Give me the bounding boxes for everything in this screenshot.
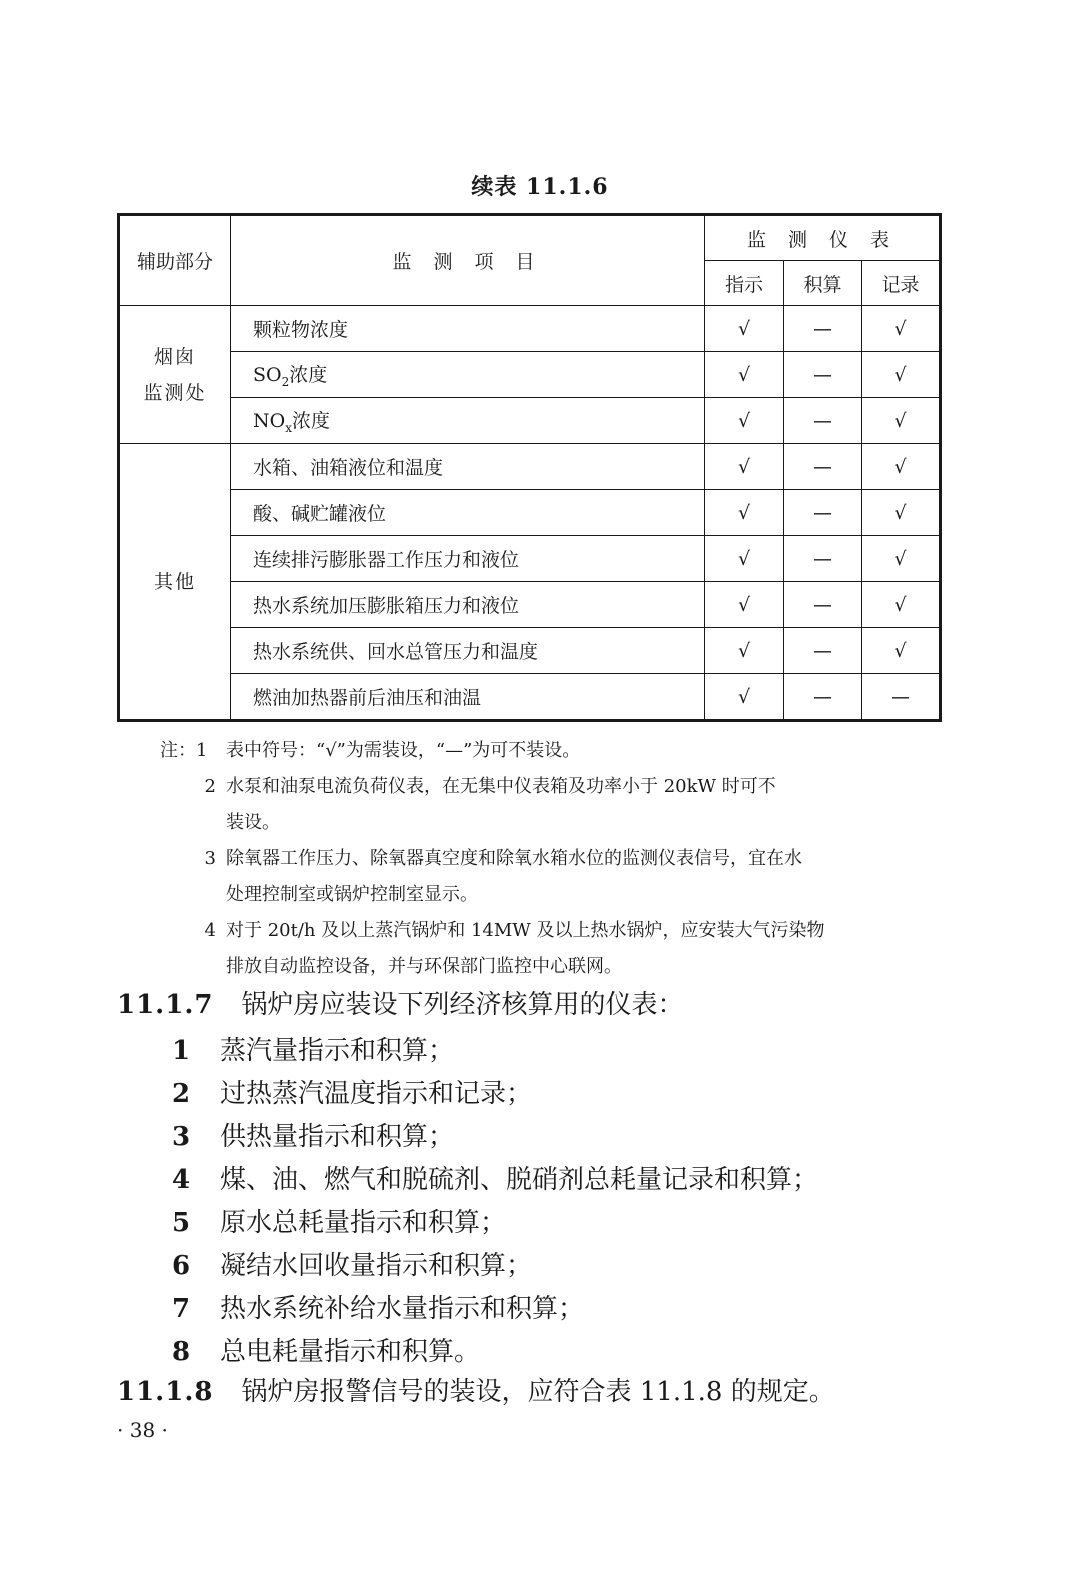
clause-number: 11.1.8 — [117, 1377, 214, 1407]
note-number: 2 — [204, 776, 216, 797]
note-number: 3 — [204, 848, 216, 869]
item-formula: SO — [253, 364, 282, 387]
note-line: 水泵和油泵电流负荷仪表，在无集中仪表箱及功率小于 20kW 时可不 — [226, 776, 776, 797]
list-item-text: 供热量指示和积算； — [220, 1122, 455, 1152]
indicate-mark: √ — [705, 628, 784, 674]
record-mark: √ — [862, 490, 941, 536]
monitoring-table — [117, 213, 942, 722]
integrate-mark: — — [784, 444, 862, 490]
category-cell-chimney — [119, 306, 231, 444]
note-line: 装设。 — [226, 812, 280, 833]
item-subscript: 2 — [281, 374, 290, 389]
record-mark: √ — [862, 444, 941, 490]
list-item-text: 总电耗量指示和积算。 — [220, 1337, 481, 1367]
note-line: 处理控制室或锅炉控制室显示。 — [226, 884, 478, 905]
note-text — [226, 769, 940, 841]
header-record: 记录 — [862, 261, 941, 306]
notes-label: 注：1 — [160, 740, 208, 761]
indicate-mark: √ — [705, 444, 784, 490]
integrate-mark: — — [784, 628, 862, 674]
list-item — [172, 1202, 818, 1245]
list-item-number: 3 — [172, 1122, 191, 1152]
indicate-mark: √ — [705, 490, 784, 536]
header-category: 辅助部分 — [119, 215, 231, 306]
clause-text: 锅炉房应装设下列经济核算用的仪表： — [241, 990, 684, 1020]
item-formula: NO — [253, 410, 286, 433]
integrate-mark: — — [784, 582, 862, 628]
list-item-number: 2 — [172, 1079, 191, 1109]
list-item-text: 蒸汽量指示和积算； — [220, 1036, 455, 1066]
list-item — [172, 1030, 818, 1073]
table-row — [119, 398, 941, 444]
note-number: 4 — [204, 920, 216, 941]
note-item — [160, 733, 940, 769]
record-mark: — — [862, 674, 941, 721]
integrate-mark: — — [784, 536, 862, 582]
indicate-mark: √ — [705, 674, 784, 721]
list-item-number: 4 — [172, 1165, 191, 1195]
header-indicate: 指示 — [705, 261, 784, 306]
page-number: · 38 · — [117, 1418, 168, 1442]
list-item — [172, 1073, 818, 1116]
list-item — [172, 1159, 818, 1202]
item-cell: 燃油加热器前后油压和油温 — [231, 674, 705, 721]
note-text: 表中符号：“√”为需装设，“—”为可不装设。 — [226, 740, 581, 761]
integrate-mark: — — [784, 306, 862, 352]
indicate-mark: √ — [705, 352, 784, 398]
integrate-mark: — — [784, 674, 862, 721]
list-item-number: 7 — [172, 1294, 191, 1324]
item-cell: 水箱、油箱液位和温度 — [231, 444, 705, 490]
note-item — [160, 769, 940, 841]
item-cell: 酸、碱贮罐液位 — [231, 490, 705, 536]
table-row — [119, 536, 941, 582]
item-cell — [231, 398, 705, 444]
table-row — [119, 490, 941, 536]
indicate-mark: √ — [705, 306, 784, 352]
list-item-number: 5 — [172, 1208, 191, 1238]
list-item — [172, 1245, 818, 1288]
header-item: 监 测 项 目 — [231, 215, 705, 306]
list-item-text: 原水总耗量指示和积算； — [220, 1208, 507, 1238]
note-line: 对于 20t/h 及以上蒸汽锅炉和 14MW 及以上热水锅炉，应安装大气污染物 — [226, 920, 825, 941]
clause-11-1-8 — [117, 1372, 835, 1412]
record-mark: √ — [862, 582, 941, 628]
table-row — [119, 444, 941, 490]
clause-11-1-7-list — [172, 1030, 818, 1374]
item-cell: 颗粒物浓度 — [231, 306, 705, 352]
item-subscript: x — [285, 420, 292, 435]
item-suffix: 浓度 — [289, 364, 328, 387]
table-row — [119, 582, 941, 628]
list-item-number: 8 — [172, 1337, 191, 1367]
list-item-text: 热水系统补给水量指示和积算； — [220, 1294, 585, 1324]
category-label: 监测处 — [143, 381, 207, 404]
note-text — [226, 913, 940, 985]
list-item-text: 凝结水回收量指示和积算； — [220, 1251, 533, 1281]
indicate-mark: √ — [705, 398, 784, 444]
table-row — [119, 306, 941, 352]
table-notes — [160, 733, 940, 985]
record-mark: √ — [862, 536, 941, 582]
header-integrate: 积算 — [784, 261, 862, 306]
clause-11-1-7 — [117, 985, 683, 1025]
category-cell-other — [119, 444, 231, 721]
list-item — [172, 1288, 818, 1331]
item-cell: 热水系统供、回水总管压力和温度 — [231, 628, 705, 674]
table-row — [119, 352, 941, 398]
category-label: 其他 — [153, 570, 196, 593]
indicate-mark: √ — [705, 536, 784, 582]
clause-text: 锅炉房报警信号的装设，应符合表 11.1.8 的规定。 — [241, 1377, 835, 1407]
list-item-text: 煤、油、燃气和脱硫剂、脱硝剂总耗量记录和积算； — [220, 1165, 819, 1195]
note-text — [226, 841, 940, 913]
list-item-text: 过热蒸汽温度指示和记录； — [220, 1079, 533, 1109]
clause-number: 11.1.7 — [117, 990, 214, 1020]
table-row — [119, 674, 941, 721]
integrate-mark: — — [784, 352, 862, 398]
indicate-mark: √ — [705, 582, 784, 628]
category-label: 烟囱 — [153, 345, 196, 368]
list-item-number: 6 — [172, 1251, 191, 1281]
record-mark: √ — [862, 398, 941, 444]
table-row — [119, 628, 941, 674]
list-item — [172, 1331, 818, 1374]
header-instrument-group: 监 测 仪 表 — [705, 215, 941, 261]
integrate-mark: — — [784, 490, 862, 536]
note-item — [160, 913, 940, 985]
note-line: 除氧器工作压力、除氧器真空度和除氧水箱水位的监测仪表信号，宜在水 — [226, 848, 802, 869]
item-cell — [231, 352, 705, 398]
list-item — [172, 1116, 818, 1159]
table-caption: 续表 11.1.6 — [471, 174, 609, 200]
list-item-number: 1 — [172, 1036, 191, 1066]
record-mark: √ — [862, 306, 941, 352]
integrate-mark: — — [784, 398, 862, 444]
note-item — [160, 841, 940, 913]
item-suffix: 浓度 — [291, 410, 330, 433]
note-line: 排放自动监控设备，并与环保部门监控中心联网。 — [226, 956, 622, 977]
record-mark: √ — [862, 352, 941, 398]
record-mark: √ — [862, 628, 941, 674]
item-cell: 热水系统加压膨胀箱压力和液位 — [231, 582, 705, 628]
item-cell: 连续排污膨胀器工作压力和液位 — [231, 536, 705, 582]
